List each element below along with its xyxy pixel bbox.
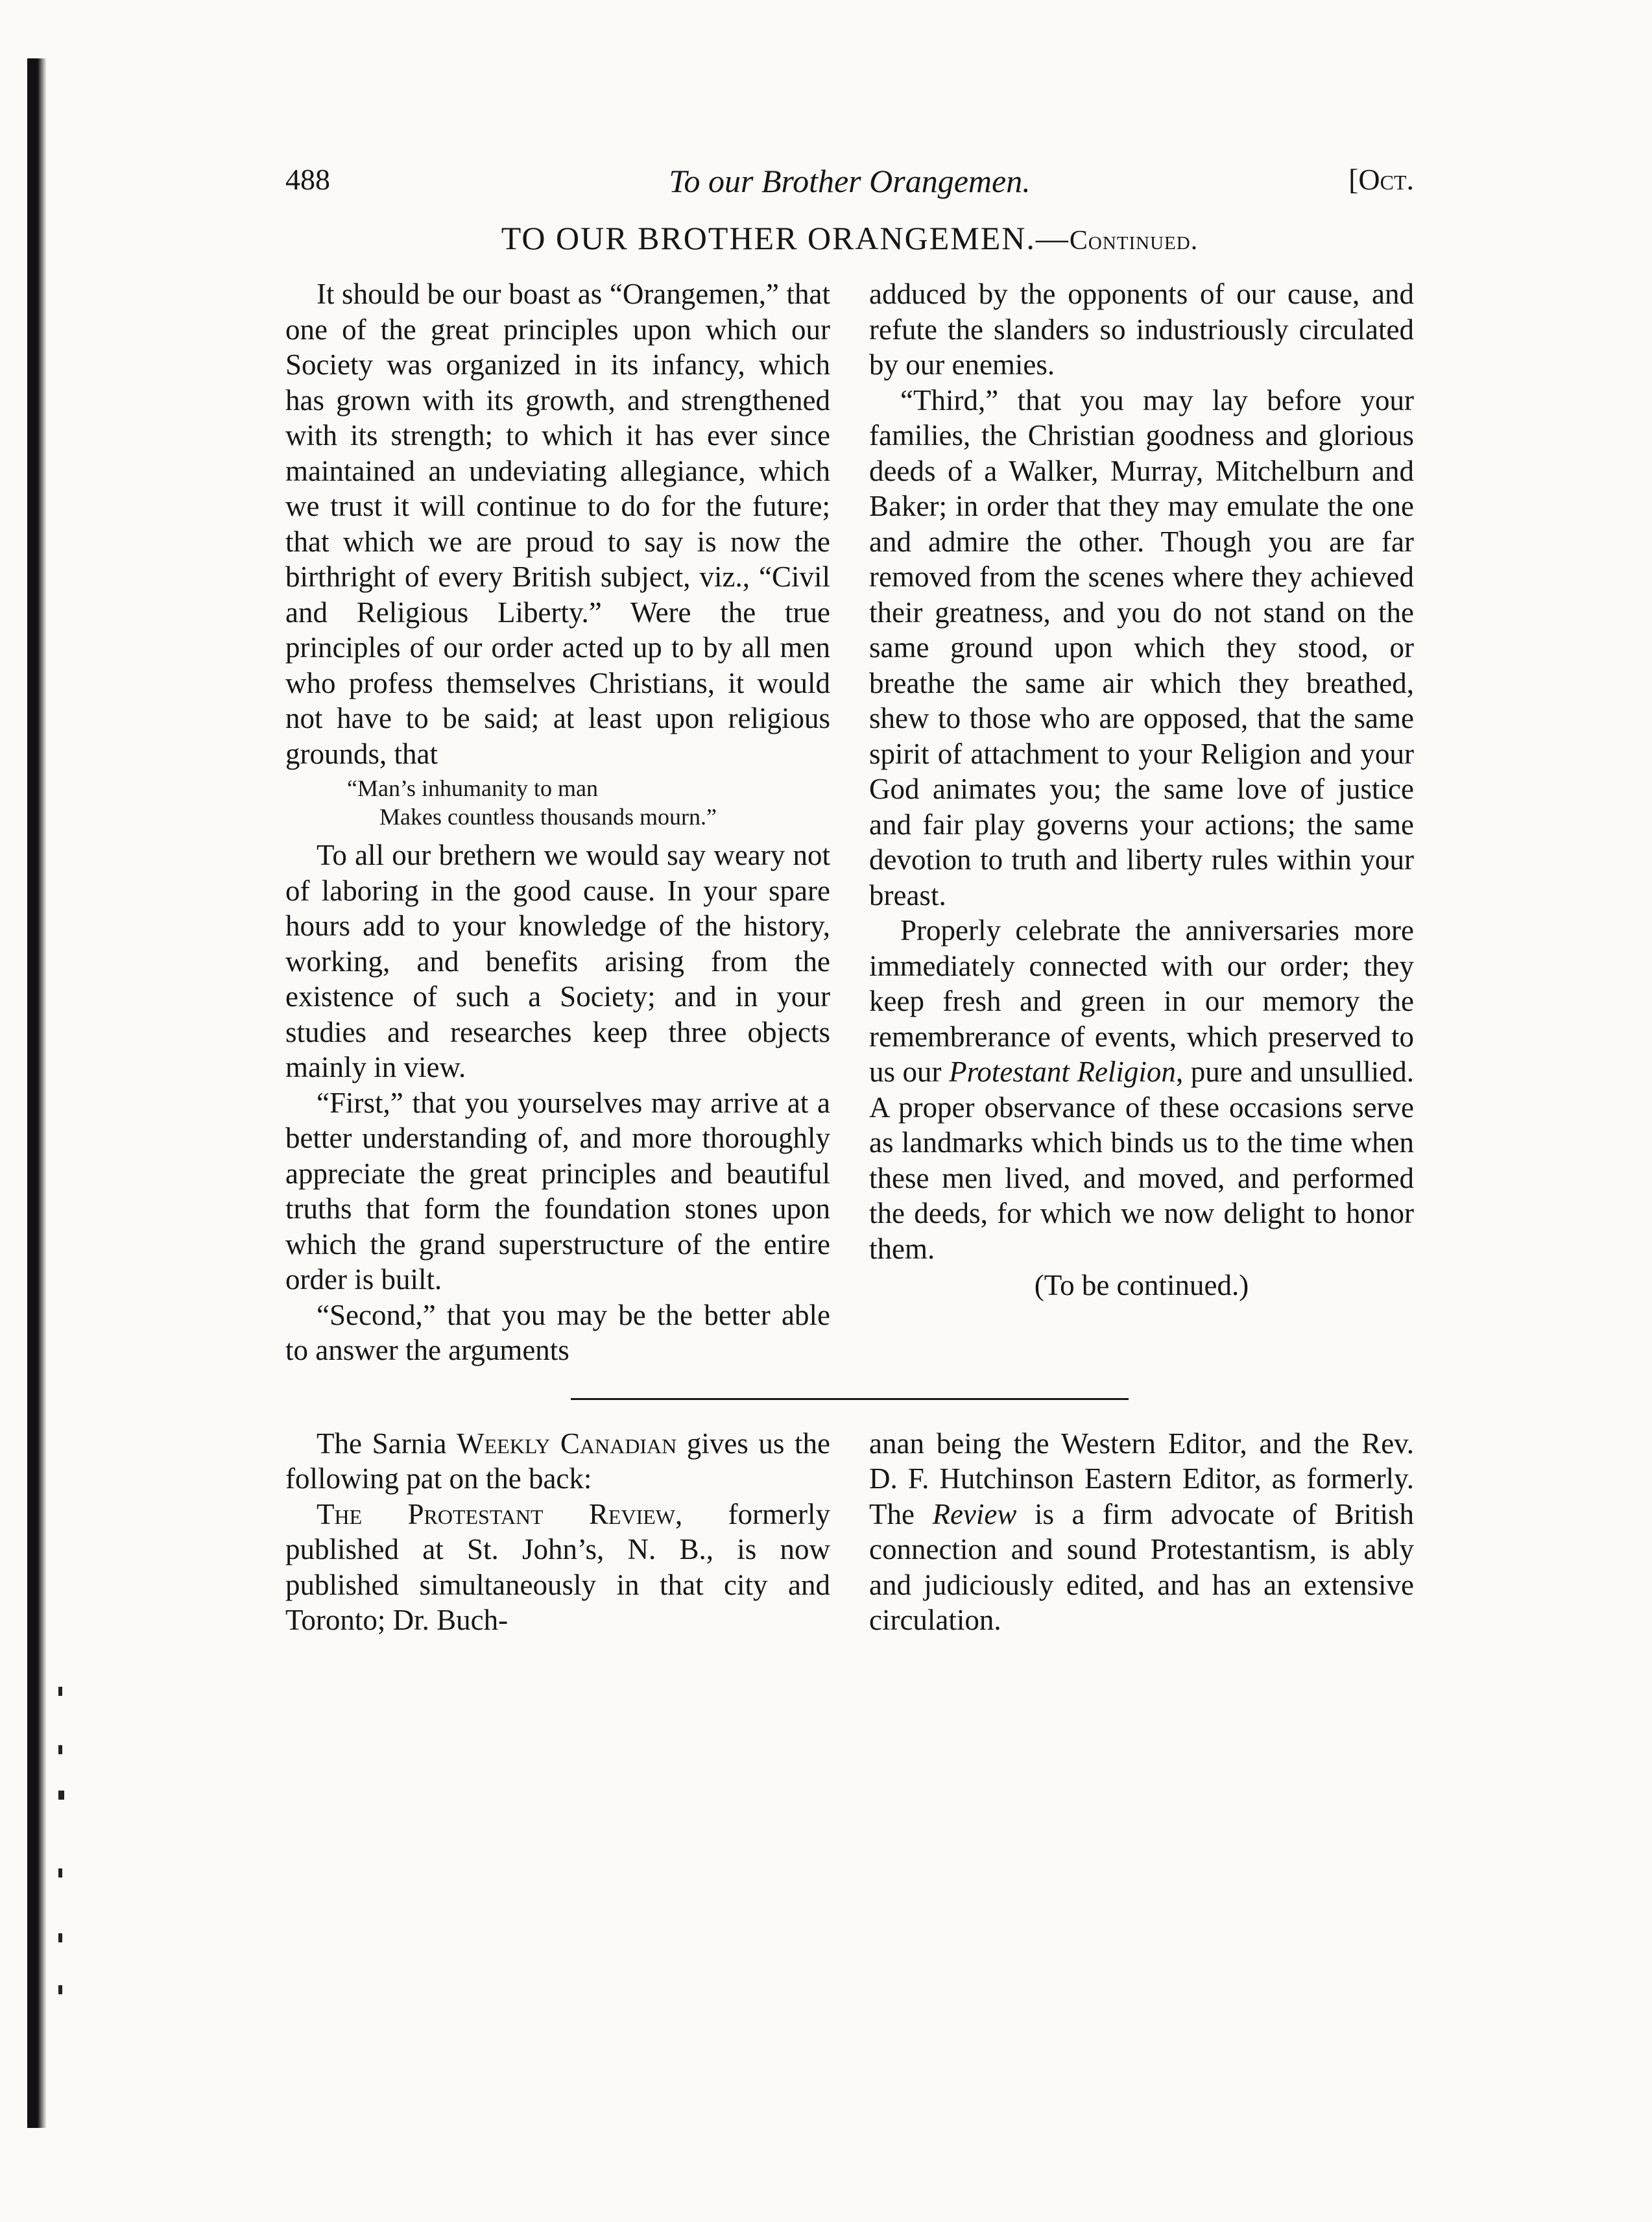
article-paragraph: “Third,” that you may lay before your families, the Christian goodness and glorious deeds of a Walker, Murray, Mitchelburn and Baker; in order that they may emulate the one and admire the other. Though you are far removed from the scenes where they achieved their greatness, and you do not stand on the same ground upon which they stood, or breathe the same air which they breathed, shew to those who are opposed, that the same spirit of attachment to your Religion and your God animates you; the same love of justice and fair play governs your actions; the same devotion to truth and liberty rules within your breast.: [869, 383, 1414, 912]
small-caps-text: The Protestant Review: [317, 1497, 675, 1530]
article-left-column: [285, 276, 830, 1368]
to-be-continued: (To be continued.): [1034, 1269, 1249, 1301]
running-title: To our Brother Orangemen.: [669, 163, 1031, 199]
article-title-text: TO OUR BROTHER ORANGEMEN.—: [501, 220, 1070, 256]
scan-binding-edge: [27, 58, 47, 2128]
poem-line: Makes countless thousands mourn.”: [379, 804, 717, 830]
article-columns: [285, 276, 1414, 1368]
text-run: anan being the Western Editor, and the Rev. D. F. Hutchinson Eastern Editor, as formerly. The: [869, 1427, 1414, 1530]
poem-line: “Man’s inhumanity to man: [347, 775, 598, 801]
article-paragraph: It should be our boast as “Orangemen,” that one of the great principles upon which our Society was organized in its infancy, which has grown with its growth, and strengthened with its strength; to which it has ever since maintained an undeviating allegiance, which we trust it will continue to do for the future; that which we are proud to say is now the birthright of every British subject, viz., “Civil and Religious Liberty.” Were the true principles of our order acted up to by all men who profess themselves Christians, it would not have to be said; at least upon religious grounds, that: [285, 278, 830, 770]
text-run: is a firm advocate of British connection and sound Protestantism, is ably and judiciously edited, and has an extensive circulation.: [869, 1497, 1414, 1636]
article-right-column: [869, 276, 1414, 1368]
section-divider: [571, 1398, 1129, 1400]
notice-paragraph: [869, 1426, 1414, 1638]
article-paragraph: adduced by the opponents of our cause, and refute the slanders so industriously circulated by our enemies.: [869, 278, 1414, 381]
running-month: [Oct.: [1348, 163, 1414, 196]
notice-paragraph: [285, 1497, 830, 1638]
text-run: Properly celebrate the anniversaries more immediately connected with our order; they keep fresh and green in our memory the remembrerance of events, which preserved to us our: [869, 914, 1414, 1088]
page: [285, 162, 1414, 1638]
running-head: [285, 162, 1414, 208]
notice-columns: [285, 1426, 1414, 1638]
article-paragraph: “First,” that you yourselves may arrive at a better understanding of, and more thoroughly appreciate the great principles and beautiful truths that form the foundation stones upon which the grand superstructure of the entire order is built.: [285, 1086, 830, 1296]
text-run: , formerly published at St. John’s, N. B., is now published simultaneously in that city and Toronto; Dr. Buch-: [285, 1497, 831, 1636]
text-run: The Sarnia: [317, 1427, 447, 1460]
article-title-continued: Continued.: [1069, 226, 1199, 256]
page-number: 488: [285, 163, 330, 196]
poem-quote: [285, 774, 830, 831]
text-run: gives us the following pat on the back:: [285, 1427, 830, 1495]
article-paragraph: “Second,” that you may be the better able to answer the arguments: [285, 1298, 830, 1366]
notice-paragraph: [285, 1426, 830, 1497]
article-paragraph: [869, 913, 1414, 1266]
article-paragraph: To all our brethern we would say weary not of laboring in the good cause. In your spare hours add to your knowledge of the history, working, and benefits arising from the existence of such a Society; and in your studies and researches keep three objects mainly in view.: [285, 839, 830, 1083]
article-title: [285, 219, 1414, 257]
emphasis-text: Protestant Religion: [949, 1056, 1176, 1088]
text-run: , pure and unsullied. A proper observance of these occasions serve as landmarks which binds us to the time when these men lived, and moved, and performed the deeds, for which we now delight to honor them.: [869, 1056, 1414, 1265]
notice-left-column: [285, 1426, 830, 1638]
small-caps-text: Weekly Canadian: [457, 1427, 677, 1460]
scan-specks: [58, 1687, 78, 2141]
notice-right-column: [869, 1426, 1414, 1638]
emphasis-text: Review: [932, 1497, 1017, 1530]
